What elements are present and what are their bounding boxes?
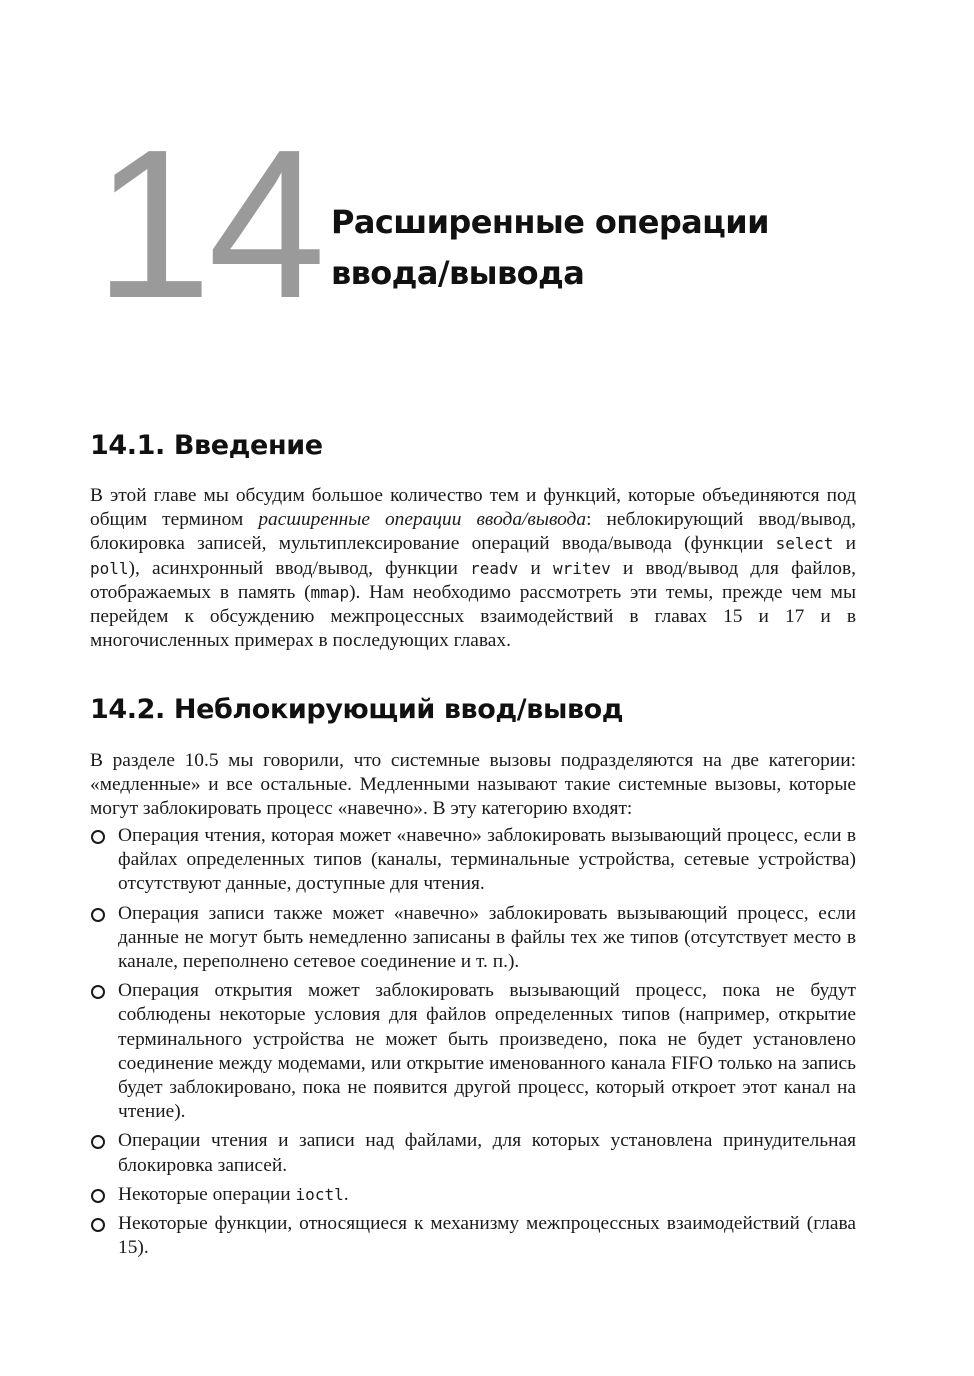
list-item	[90, 1129, 856, 1177]
circle-bullet-icon	[91, 908, 105, 922]
code-poll: poll	[90, 558, 129, 578]
code-writev: writev	[552, 558, 611, 578]
text-run: и ввод/вывод для файлов, отображаемых в память (	[90, 557, 856, 603]
list-item	[90, 1183, 856, 1207]
circle-bullet-icon	[91, 1189, 105, 1203]
list-item-text: Операция записи также может «навечно» заблокировать вызывающий процесс, если данные не могут быть немедленно записаны в файлы тех же типов (отсутствует место в канале, переполнено сетевое соединение и т. п.).	[118, 902, 856, 973]
list-item	[90, 824, 856, 897]
list-item	[90, 902, 856, 975]
list-item-text: Некоторые функции, относящиеся к механизму межпроцессных взаимодействий (глава 15).	[118, 1213, 856, 1259]
circle-bullet-icon	[91, 830, 105, 844]
text-run: : неблокирующий ввод/вывод, блокировка записей, мультиплексирование операций ввода/вывода (функции	[90, 509, 856, 555]
text-run: В этой главе мы обсудим большое количество тем и функций, которые объединяются под общим термином	[90, 485, 856, 531]
introduction-paragraph	[90, 484, 856, 653]
code-readv: readv	[470, 558, 519, 578]
chapter-title: Расширенные операции ввода/вывода	[331, 203, 769, 292]
text-run: и	[518, 557, 553, 579]
list-item-text: .	[343, 1183, 349, 1205]
code-mmap: mmap	[310, 582, 350, 602]
emphasis-term: расширенные операции ввода/вывода	[258, 509, 587, 531]
list-item	[90, 1212, 856, 1260]
slow-syscalls-list	[90, 824, 856, 1265]
section-title-nonblocking-io: 14.2. Неблокирующий ввод/вывод	[90, 694, 624, 725]
section-title-introduction: 14.1. Введение	[90, 430, 323, 461]
list-item-text: Операции чтения и записи над файлами, для которых установлена принудительная блокировка записей.	[118, 1130, 856, 1176]
nonblocking-intro-paragraph: В разделе 10.5 мы говорили, что системные вызовы подразделяются на две категории: «медленные» и все остальные. Медленными называют такие системные вызовы, которые могут заблокировать процесс «навечно». В эту категорию входят:	[90, 750, 856, 820]
list-item-text: Некоторые операции	[118, 1183, 296, 1205]
circle-bullet-icon	[91, 1218, 105, 1232]
list-item	[90, 979, 856, 1124]
text-run: ), асинхронный ввод/вывод, функции	[128, 557, 471, 579]
code-ioctl: ioctl	[295, 1184, 344, 1204]
list-item-text: Операция чтения, которая может «навечно» заблокировать вызывающий процесс, если в файлах определенных типов (каналы, терминальные устройства, сетевые устройства) отсутствуют данные, доступные для чтения.	[118, 825, 856, 895]
text-run: и	[833, 533, 856, 555]
text-run: ). Нам необходимо рассмотреть эти темы, прежде чем мы перейдем к обсуждению межпроцессных взаимодействий в главах 15 и 17 и в многочисленных примерах в последующих главах.	[90, 581, 856, 652]
circle-bullet-icon	[91, 1135, 105, 1149]
code-select: select	[775, 534, 834, 554]
chapter-number: 14	[94, 105, 322, 342]
list-item-text: Операция открытия может заблокировать вызывающий процесс, пока не будут соблюдены некоторые условия для файлов определенных типов (например, открытие терминального устройства не может быть произведено, пока не будет установлено соединение между модемами, или открытие именованного канала FIFO только на запись будет заблокировано, пока не появится другой процесс, который откроет этот канал на чтение).	[118, 980, 856, 1123]
circle-bullet-icon	[91, 985, 105, 999]
